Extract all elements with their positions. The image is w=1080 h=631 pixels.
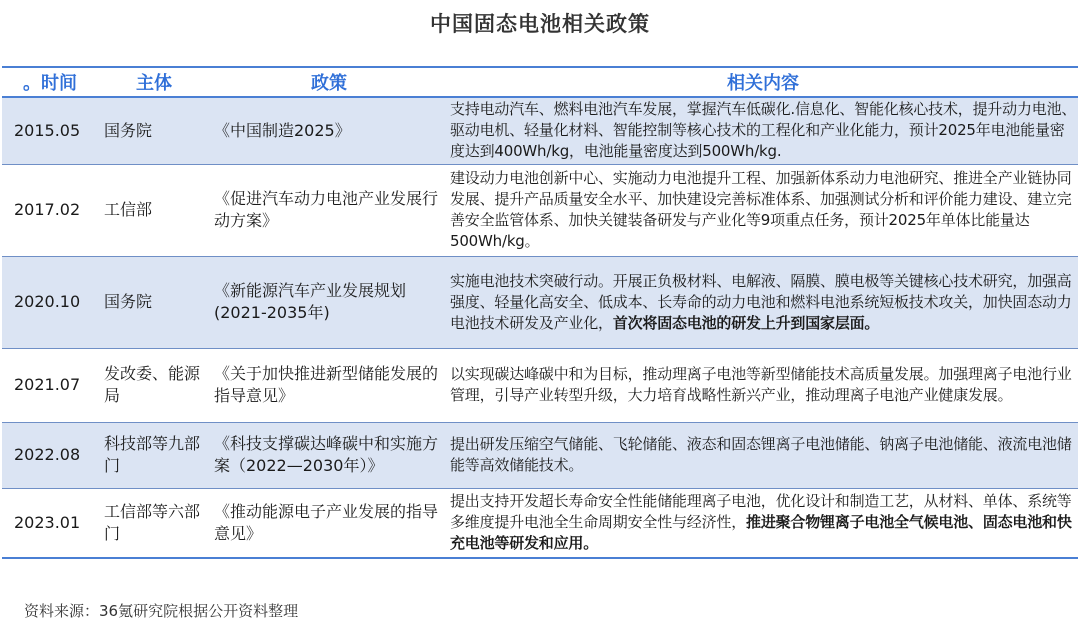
row-time: 2015.05: [2, 97, 98, 164]
row-content: [448, 164, 1078, 256]
row-org: 发改委、能源局: [98, 348, 210, 422]
row-content: [448, 422, 1078, 488]
row-policy: 《关于加快推进新型储能发展的指导意见》: [210, 348, 448, 422]
row-org: 工信部: [98, 164, 210, 256]
table-row: [2, 164, 1078, 256]
row-time: 2020.10: [2, 256, 98, 348]
row-content: [448, 256, 1078, 348]
header-time: 。时间: [2, 68, 98, 97]
row-content: [448, 348, 1078, 422]
row-policy: 《新能源汽车产业发展规划(2021-2035年): [210, 256, 448, 348]
row-org: 国务院: [98, 256, 210, 348]
header-org: 主体: [98, 68, 210, 97]
row-policy: 《推动能源电子产业发展的指导意见》: [210, 488, 448, 557]
policy-table: [2, 66, 1078, 559]
table-header-row: [2, 68, 1078, 97]
row-content-text: 支持电动汽车、燃料电池汽车发展，掌握汽车低碳化.信息化、智能化核心技术，提升动力电池、驱动电机、轻量化材料、智能控制等核心技术的工程化和产业化能力，预计2025年电池能量密度达到400Wh/kg，电池能量密度达到500Wh/kg.: [450, 100, 1077, 161]
row-policy: 《中国制造2025》: [210, 97, 448, 164]
row-policy: 《科技支撑碳达峰碳中和实施方案（2022—2030年）》: [210, 422, 448, 488]
row-content-text: 实施电池技术突破行动。开展正负极材料、电解液、隔膜、膜电极等关键核心技术研究，加强高强度、轻量化高安全、低成本、长寿命的动力电池和燃料电池系统短板技术攻关，加快固态动力电池技术研发及产业化，: [450, 271, 1072, 332]
header-policy: 政策: [210, 68, 448, 97]
row-content-text: 以实现碳达峰碳中和为目标，推动理离子电池等新型储能技术高质量发展。加强理离子电池行业管理，引导产业转型升级，大力培育战略性新兴产业，推动理离子电池产业健康发展。: [450, 365, 1072, 404]
table-row: [2, 256, 1078, 348]
row-time: 2021.07: [2, 348, 98, 422]
row-org: 工信部等六部门: [98, 488, 210, 557]
table-row: [2, 97, 1078, 164]
row-org: 科技部等九部门: [98, 422, 210, 488]
row-content-bold: 首次将固态电池的研发上升到国家层面。: [612, 313, 880, 332]
row-content-text: 建设动力电池创新中心、实施动力电池提升工程、加强新体系动力电池研究、推进全产业链协同发展、提升产品质量安全水平、加快建设完善标准体系、加强测试分析和评价能力建设、建立完善安全监管体系、加快关键装备研发与产业化等9项重点任务，预计2025年单体比能量达500Wh/kg。: [450, 169, 1072, 250]
row-time: 2017.02: [2, 164, 98, 256]
row-time: 2022.08: [2, 422, 98, 488]
page-title: 中国固态电池相关政策: [430, 12, 650, 36]
row-content-text: 提出支持开发超长寿命安全性能储能理离子电池，优化设计和制造工艺，从材料、单体、系统等多维度提升电池全生命周期安全性与经济性，: [450, 492, 1072, 532]
row-content: [448, 488, 1078, 557]
row-content: [448, 97, 1078, 164]
row-policy: 《促进汽车动力电池产业发展行动方案》: [210, 164, 448, 256]
header-content: 相关内容: [448, 68, 1078, 97]
row-org: 国务院: [98, 97, 210, 164]
row-content-text: 提出研发压缩空气储能、飞轮储能、液态和固态锂离子电池储能、钠离子电池储能、液流电池储能等高效储能技术。: [450, 435, 1072, 474]
table-row: [2, 422, 1078, 488]
row-time: 2023.01: [2, 488, 98, 557]
table-row: [2, 348, 1078, 422]
table-row: [2, 488, 1078, 557]
source-note: 资料来源：36氪研究院根据公开资料整理: [24, 602, 299, 620]
row-content-bold: 推进聚合物锂离子电池全气候电池、固态电池和快充电池等研发和应用。: [450, 513, 1072, 553]
